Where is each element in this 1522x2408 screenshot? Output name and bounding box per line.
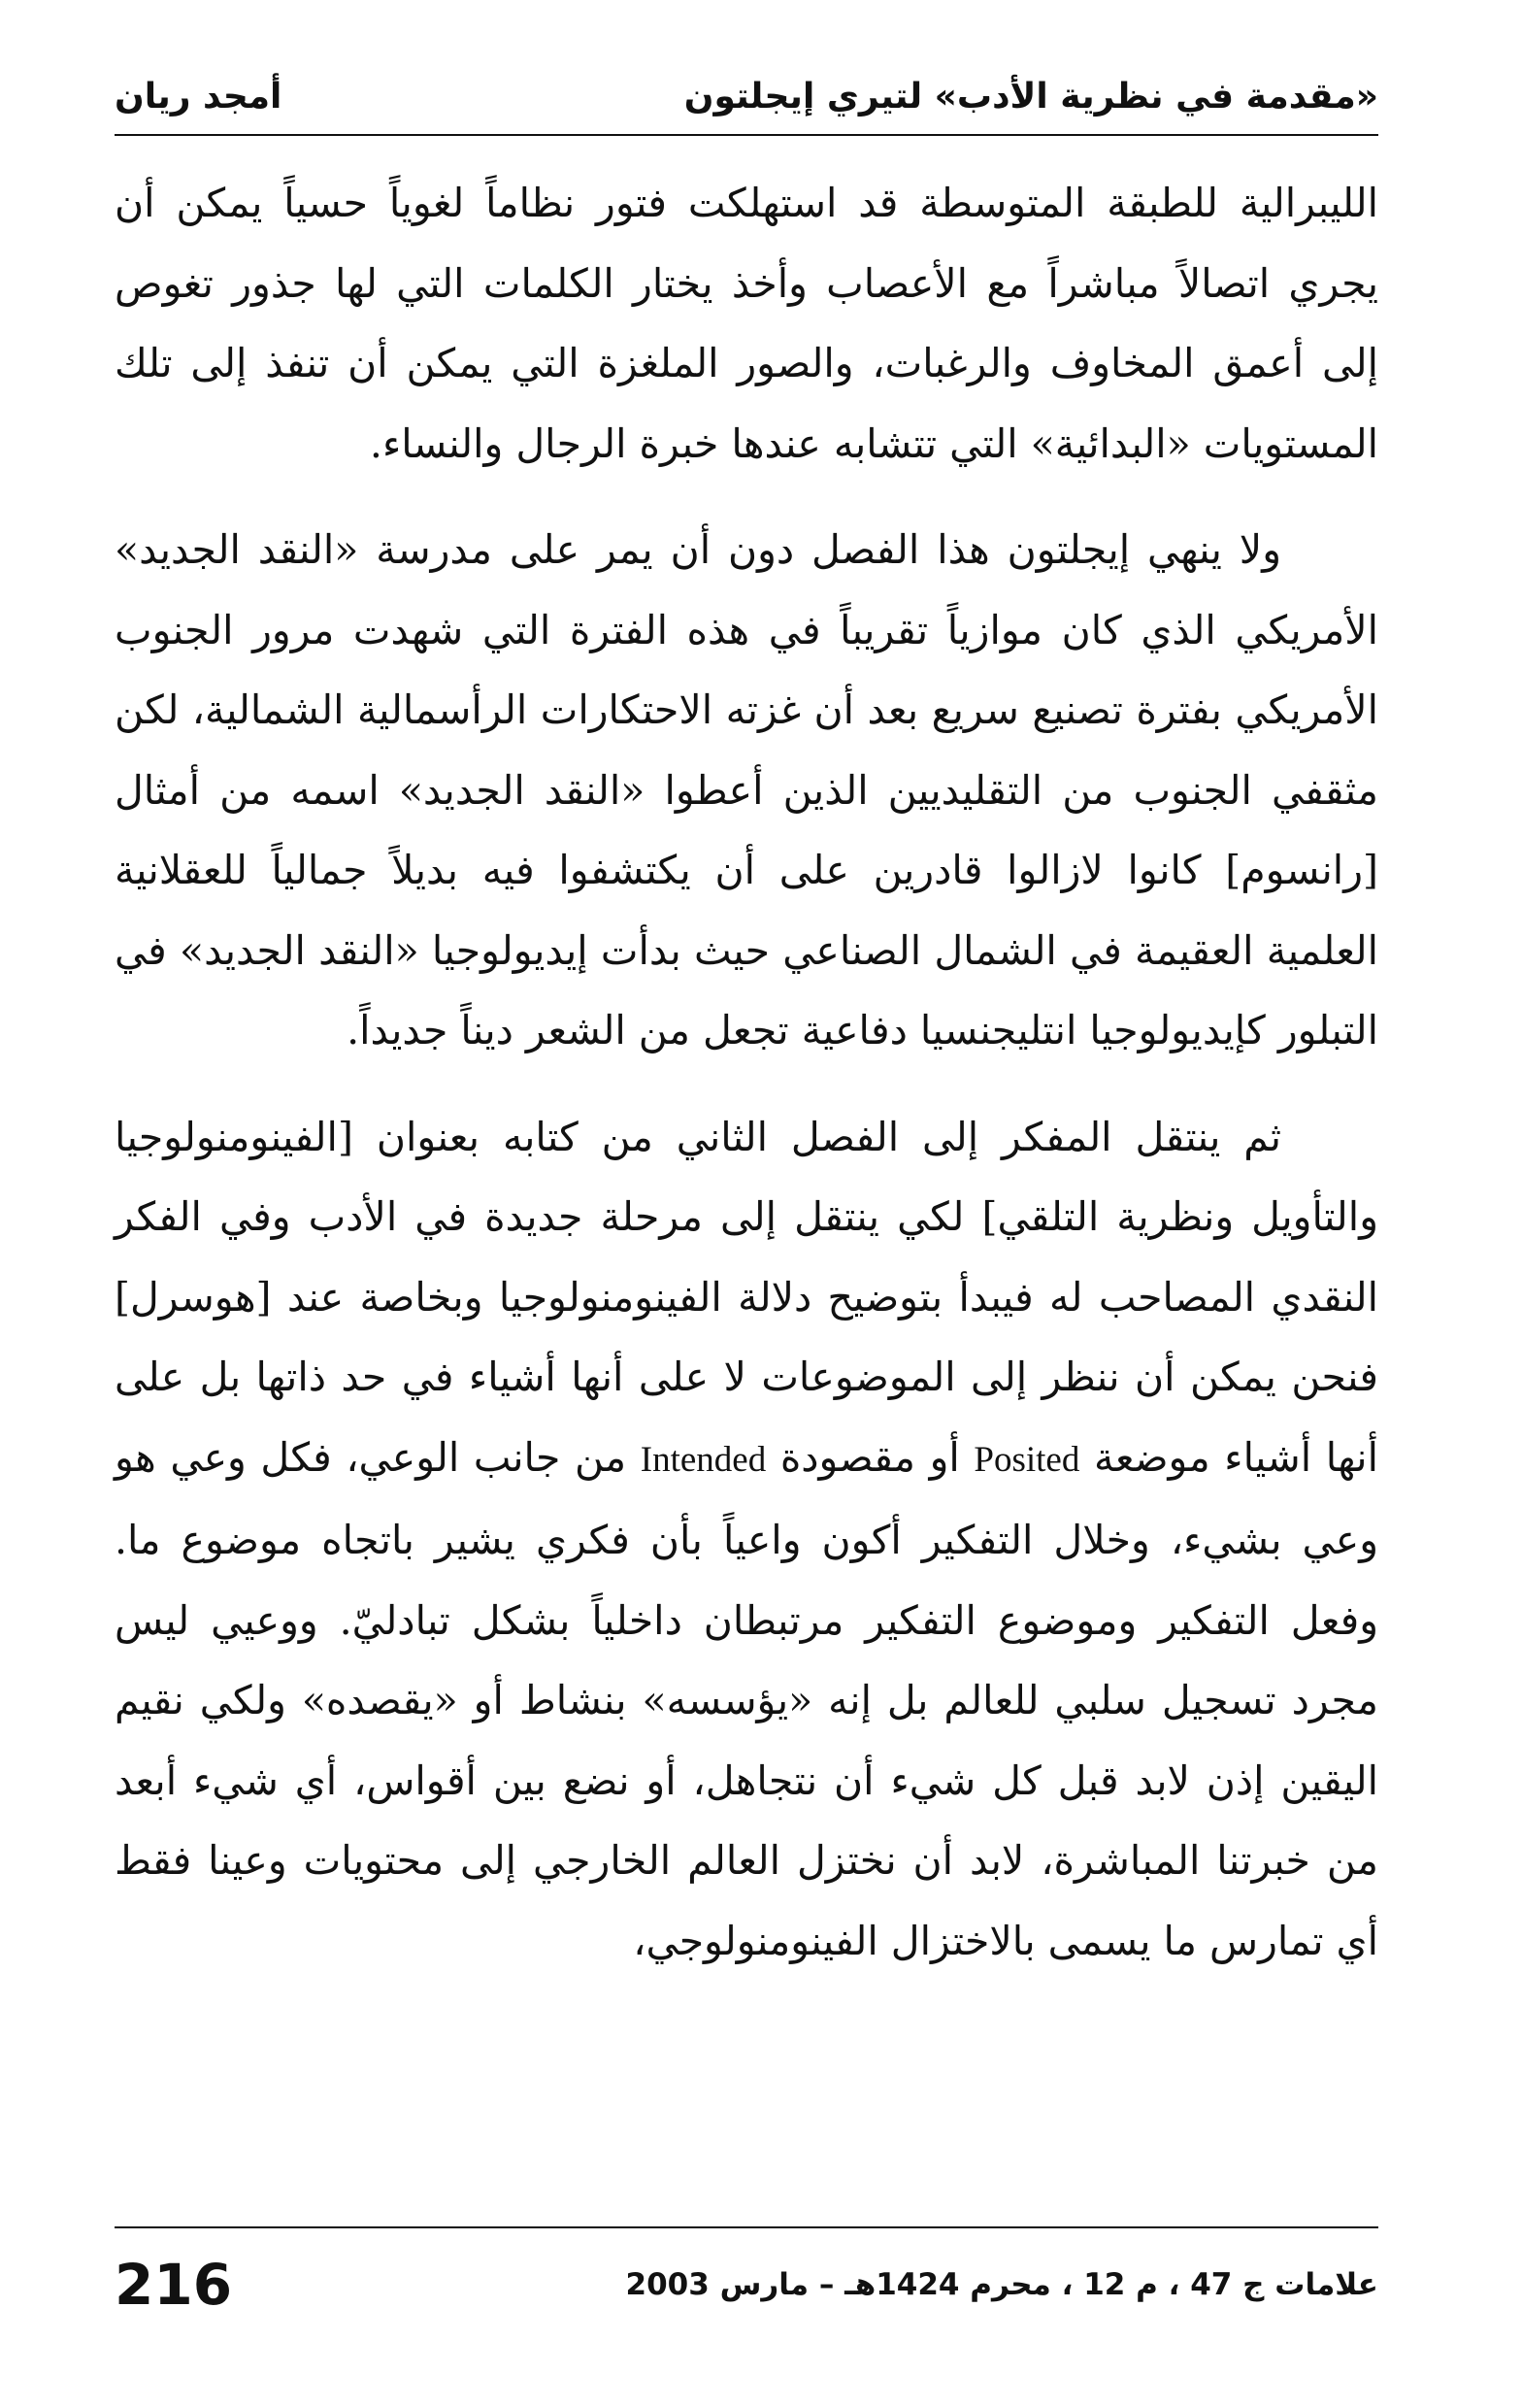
paragraph-3-part-2: أو مقصودة <box>779 1433 960 1481</box>
journal-issue-info: علامات ج 47 ، م 12 ، محرم 1424هـ – مارس 2003 <box>625 2267 1378 2302</box>
paragraph-1: الليبرالية للطبقة المتوسطة قد استهلكت فتور نظاماً لغوياً حسياً يمكن أن يجري اتصالاً مباشراً مع الأعصاب وأخذ يختار الكلمات التي لها جذور تغوص إلى أعمق المخاوف والرغبات، والصور الملغزة التي يمكن أن تنفذ إلى تلك المستويات «البدائية» التي تتشابه عندها خبرة الرجال والنساء. <box>115 180 1378 467</box>
running-header <box>115 62 1378 130</box>
paragraph-2: ولا ينهي إيجلتون هذا الفصل دون أن يمر على مدرسة «النقد الجديد» الأمريكي الذي كان موازياً تقريباً في هذه الفترة التي شهدت مرور الجنوب الأمريكي بفترة تصنيع سريع بعد أن غزته الاحتكارات الرأسمالية الشمالية، لكن مثقفي الجنوب من التقليديين الذين أعطوا «النقد الجديد» اسمه من أمثال [رانسوم] كانوا لازالوا قادرين على أن يكتشفوا فيه بديلاً جمالياً للعقلانية العلمية العقيمة في الشمال الصناعي حيث بدأت إيديولوجيا «النقد الجديد» في التبلور كإيديولوجيا انتليجنسيا دفاعية تجعل من الشعر ديناً جديداً. <box>115 526 1378 1054</box>
header-article-title: «مقدمة في نظرية الأدب» لتيري إيجلتون <box>683 76 1378 117</box>
book-page <box>115 0 1378 2408</box>
header-author-name: أمجد ريان <box>115 76 282 117</box>
footer-divider <box>115 2226 1378 2228</box>
article-body <box>115 163 1378 1981</box>
header-divider <box>115 134 1378 136</box>
latin-term-intended: Intended <box>640 1439 767 1480</box>
page-footer <box>115 2251 1378 2319</box>
latin-term-posited: Posited <box>974 1439 1080 1480</box>
page-number: 216 <box>115 2252 233 2318</box>
paragraph-3 <box>115 1097 1378 1982</box>
paragraph-3-part-1: ثم ينتقل المفكر إلى الفصل الثاني من كتابه بعنوان [الفينومنولوجيا والتأويل ونظرية التلقي] لكي ينتقل إلى مرحلة جديدة في الأدب وفي الفكر النقدي المصاحب له فيبدأ بتوضيح دلالة الفينومنولوجيا وبخاصة عند [هوسرل] فنحن يمكن أن ننظر إلى الموضوعات لا على أنها أشياء في حد ذاتها بل على أنها أشياء موضعة <box>115 1113 1378 1481</box>
paragraph-3-part-3: من جانب الوعي، فكل وعي هو وعي بشيء، وخلال التفكير أكون واعياً بأن فكري يشير باتجاه موضوع ما. وفعل التفكير وموضوع التفكير مرتبطان داخلياً بشكل تبادليّ. ووعيي ليس مجرد تسجيل سلبي للعالم بل إنه «يؤسسه» بنشاط أو «يقصده» ولكي نقيم اليقين إذن لابد قبل كل شيء أن نتجاهل، أو نضع بين أقواس، أي شيء أبعد من خبرتنا المباشرة، لابد أن نختزل العالم الخارجي إلى محتويات وعينا فقط أي تمارس ما يسمى بالاختزال الفينومنولوجي، <box>115 1433 1378 1964</box>
